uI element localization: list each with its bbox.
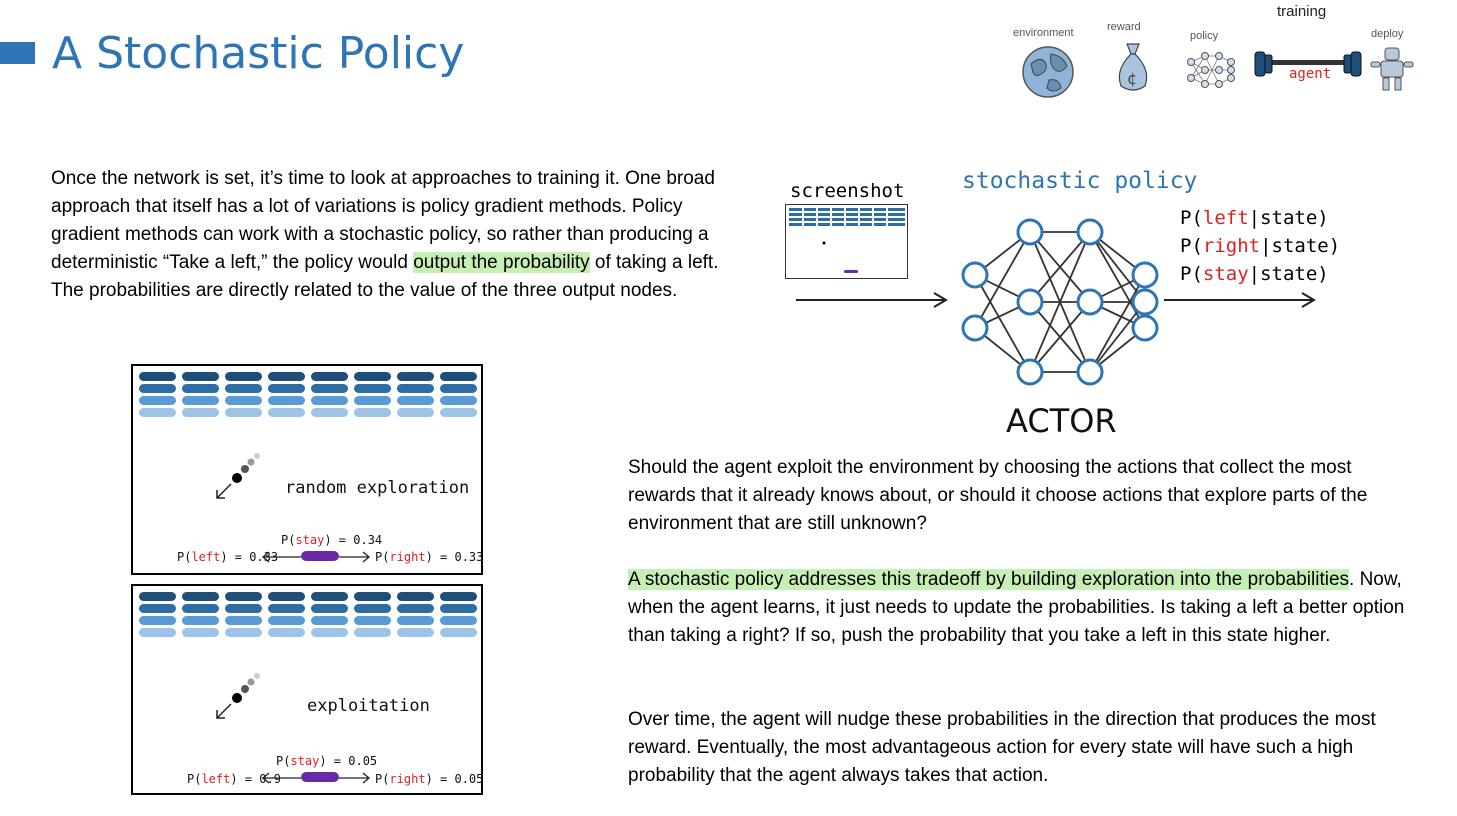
- step-label-deploy: deploy: [1371, 28, 1404, 40]
- right-arrow-icon: [339, 551, 373, 563]
- workflow-steps: [1005, 0, 1435, 100]
- body-paragraph-tradeoff: Should the agent exploit the environment by choosing the actions that collect the most rewards that it already knows about, or should it choose actions that explore parts of the environment that are still unknown?: [628, 457, 1368, 534]
- output-right: P(right|state): [1180, 235, 1341, 257]
- policy-outputs: [1180, 204, 1340, 288]
- ball-trail-icon: [211, 670, 271, 730]
- right-arrow-icon: [339, 772, 373, 784]
- barbell-icon: [1253, 46, 1363, 86]
- solution-highlight: A stochastic policy addresses this tradeoff by building exploration into the probabilities: [628, 569, 1350, 590]
- body-paragraph-solution: A stochastic policy addresses this tradeoff by building exploration into the probabilities. Now, when the agent learns, it just needs to update the probabilities. Is taking a left a better option than taking a right? If so, push the probability that you take a left in this state higher.: [628, 569, 1405, 646]
- input-arrow: [796, 290, 956, 310]
- prob-left: P(left) = 0.33: [177, 550, 279, 564]
- screenshot-label: screenshot: [790, 180, 905, 202]
- actor-label: ACTOR: [1006, 402, 1117, 440]
- intro-highlight: output the probability: [413, 252, 590, 273]
- step-label-training: training: [1277, 3, 1327, 20]
- prob-left: P(left) = 0.9: [187, 772, 281, 786]
- brick-grid: [139, 372, 477, 420]
- example-caption: random exploration: [285, 478, 470, 498]
- step-label-environment: environment: [1013, 27, 1074, 39]
- prob-stay: P(stay) = 0.05: [276, 754, 378, 768]
- output-stay: P(stay|state): [1180, 263, 1329, 285]
- robot-icon: [1367, 44, 1417, 94]
- money-bag-icon: [1113, 40, 1153, 96]
- exploitation-example: [131, 584, 483, 795]
- left-arrow-icon: [261, 551, 301, 563]
- prob-right: P(right) = 0.05: [375, 772, 484, 786]
- body-paragraph-outcome: Over time, the agent will nudge these probabilities in the direction that produces the most reward. Eventually, the most advantageous action for every state will have such a high probability that the agent always takes that action.: [628, 709, 1376, 786]
- screenshot-thumbnail: [785, 204, 908, 279]
- example-caption: exploitation: [307, 696, 430, 716]
- prob-stay: P(stay) = 0.34: [281, 533, 383, 547]
- output-arrow: [1164, 290, 1324, 310]
- step-label-reward: reward: [1107, 21, 1141, 33]
- globe-icon: [1021, 44, 1077, 100]
- output-left: P(left|state): [1180, 207, 1329, 229]
- agent-badge: agent: [1289, 66, 1332, 82]
- brick-grid: [139, 592, 477, 640]
- intro-paragraph: Once the network is set, it’s time to look at approaches to training it. One broad approach that itself has a lot of variations is policy gradient methods. Policy gradient methods can work with a stochastic policy, so rather than producing a deterministic “Take a left,” the policy would output the probability of taking a left. The probabilities are directly related to the value of the three output nodes.: [51, 168, 719, 301]
- stochastic-policy-label: stochastic policy: [962, 168, 1198, 194]
- actor-network: [955, 220, 1165, 390]
- step-label-policy: policy: [1190, 30, 1219, 42]
- prob-right: P(right) = 0.33: [375, 550, 484, 564]
- left-arrow-icon: [261, 772, 301, 784]
- svg-text:¢: ¢: [1127, 69, 1138, 88]
- ball-trail-icon: [211, 450, 271, 510]
- exploration-example: [131, 364, 483, 575]
- paddle: [301, 551, 339, 561]
- slide-title: A Stochastic Policy: [52, 28, 465, 79]
- network-icon: [1185, 50, 1237, 90]
- title-accent-bar: [0, 42, 35, 64]
- paddle: [301, 772, 339, 782]
